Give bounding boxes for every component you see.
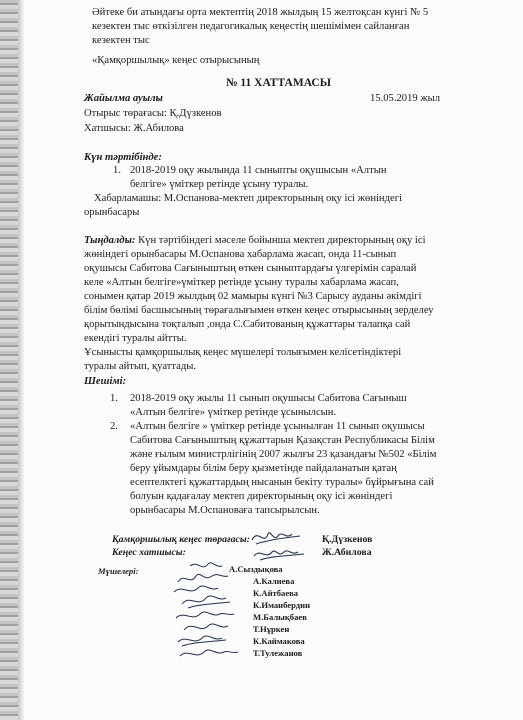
decision-item-2-number: 2. [110, 421, 118, 432]
heard-line-4: келе «Алтын белгіге»үміткер ретінде ұсыну туралы хабарлама жасап, [84, 277, 399, 288]
chair-signature-scribble [248, 526, 310, 566]
member-signatures-scribbles [168, 560, 254, 666]
header-line-4: «Қамқоршылық» кеңес отырысының [92, 55, 260, 66]
heard-line-5: сонымен қатар 2019 жылдың 02 мамыры күнгі №3 Сарысу ауданы әкімдігі [84, 291, 422, 302]
header-line-3: кезектен тыс [92, 35, 150, 46]
decision-item-2-line-6: болуын қадағалау мектеп директорының оқу ісі жөніндегі [130, 491, 393, 502]
decision-item-2-line-5: есептелктегі құжаттардың нысанын бекіту туралы» бұйрығына сай [130, 477, 434, 488]
heard-line-1: Тыңдалды: Күн тәртібіндегі мәселе бойынша мектеп директорының оқу ісі [84, 235, 426, 246]
header-line-2: кезектен тыс өткізілген педагогикалық кеңестің шешімімен сайланған [92, 21, 410, 32]
decision-item-2-line-3: және ғылым министрлігінің 2007 жылғы 23 қазандағы №502 «Білім [130, 449, 437, 460]
heard-label: Тыңдалды: [84, 235, 136, 246]
protocol-title: № 11 ХАТТАМАСЫ [226, 77, 332, 89]
decision-heading: Шешімі: [84, 376, 127, 387]
member-3: К.Айтбаева [253, 588, 299, 598]
scan-edge-fade [18, 0, 24, 720]
members-label: Мүшелері: [98, 566, 139, 576]
member-1: А.Сыздықова [229, 564, 283, 574]
agenda-item-line-1: 2018-2019 оқу жылында 11 сыныпты оқушысын «Алтын [130, 165, 387, 176]
decision-item-1-line-1: 2018-2019 оқу жылы 11 сынып оқушысы Сабитова Сағыныш [130, 393, 407, 404]
decision-item-1-line-2: «Алтын белгіге» үміткер ретінде ұсынылсын. [130, 407, 337, 418]
member-7: К.Каймакова [253, 636, 305, 646]
heard-line-2: жөніндегі орынбасары М.Оспанова хабарлама жасап, онда 11-сынып [84, 249, 397, 260]
heard-line-3: оқушысы Сабитова Сағыныштың өткен сыныптардағы үлгерімін саралай [84, 263, 417, 274]
decision-item-2-line-2: Сабитова Сағыныштың құжаттарын Қазақстан Республикасы Білім [130, 435, 435, 446]
decision-item-2-line-1: «Алтын белгіге » үміткер ретінде ұсынылған 11 сынып оқушысы [130, 421, 425, 432]
member-5: М.Балықбаев [253, 612, 307, 622]
member-4: К.Иманбердин [253, 600, 311, 610]
secretary-signature-label: Кеңес хатшысы: [112, 547, 186, 558]
heard-line-6: білім бөлімі басшысының төрағалығымен өткен кеңес отырысының зерделеу [84, 305, 434, 316]
decision-item-1-number: 1. [110, 393, 118, 404]
member-8: Т.Тулежанов [253, 648, 303, 658]
agenda-item-number: 1. [113, 165, 121, 176]
secretary-signature-name: Ж.Абилова [322, 547, 372, 558]
member-6: Т.Нұркен [253, 624, 290, 634]
reporter-line-1: Хабарламашы: М.Оспанова-мектеп директорының оқу ісі жөніндегі [94, 193, 402, 204]
scan-edge-shadow [0, 0, 18, 720]
reporter-line-2: орынбасары [84, 207, 140, 218]
chair-signature-label: Қамқоршылық кеңес төрағасы: [112, 534, 250, 545]
chair-signature-name: Қ.Дүзкенов [322, 534, 373, 545]
member-2: А.Калиева [253, 576, 295, 586]
date: 15.05.2019 жыл [370, 93, 441, 104]
agenda-item-line-2: белгіге» үміткер ретінде ұсыну туралы. [130, 179, 309, 190]
chair-line: Отырыс төрағасы: Қ.Дүзкенов [84, 108, 222, 119]
agenda-heading: Күн тәртібінде: [84, 152, 162, 163]
place: Жайылма ауылы [84, 93, 163, 104]
heard-line-9: Ұсынысты қамқоршылық кеңес мүшелері толығымен келісетіндіктері [84, 347, 402, 358]
decision-item-2-line-4: беру ұйымдары білім беру қызметінде пайдаланатын қатаң [130, 463, 397, 474]
decision-item-2-line-7: орынбасары М.Оспановаға тапсырылсын. [130, 505, 320, 516]
heard-line-8: екендігі туралы айтты. [84, 333, 187, 344]
heard-line-7: қорытындысына тоқталып ,онда С.Сабитованың құжаттары талапқа сай [84, 319, 411, 330]
heard-line-10: туралы айтып, қуаттады. [84, 361, 196, 372]
secretary-line: Хатшысы: Ж.Абилова [84, 123, 184, 134]
header-line-1: Әйтеке би атындағы орта мектептің 2018 жылдың 15 желтоқсан күнгі № 5 [92, 7, 429, 18]
